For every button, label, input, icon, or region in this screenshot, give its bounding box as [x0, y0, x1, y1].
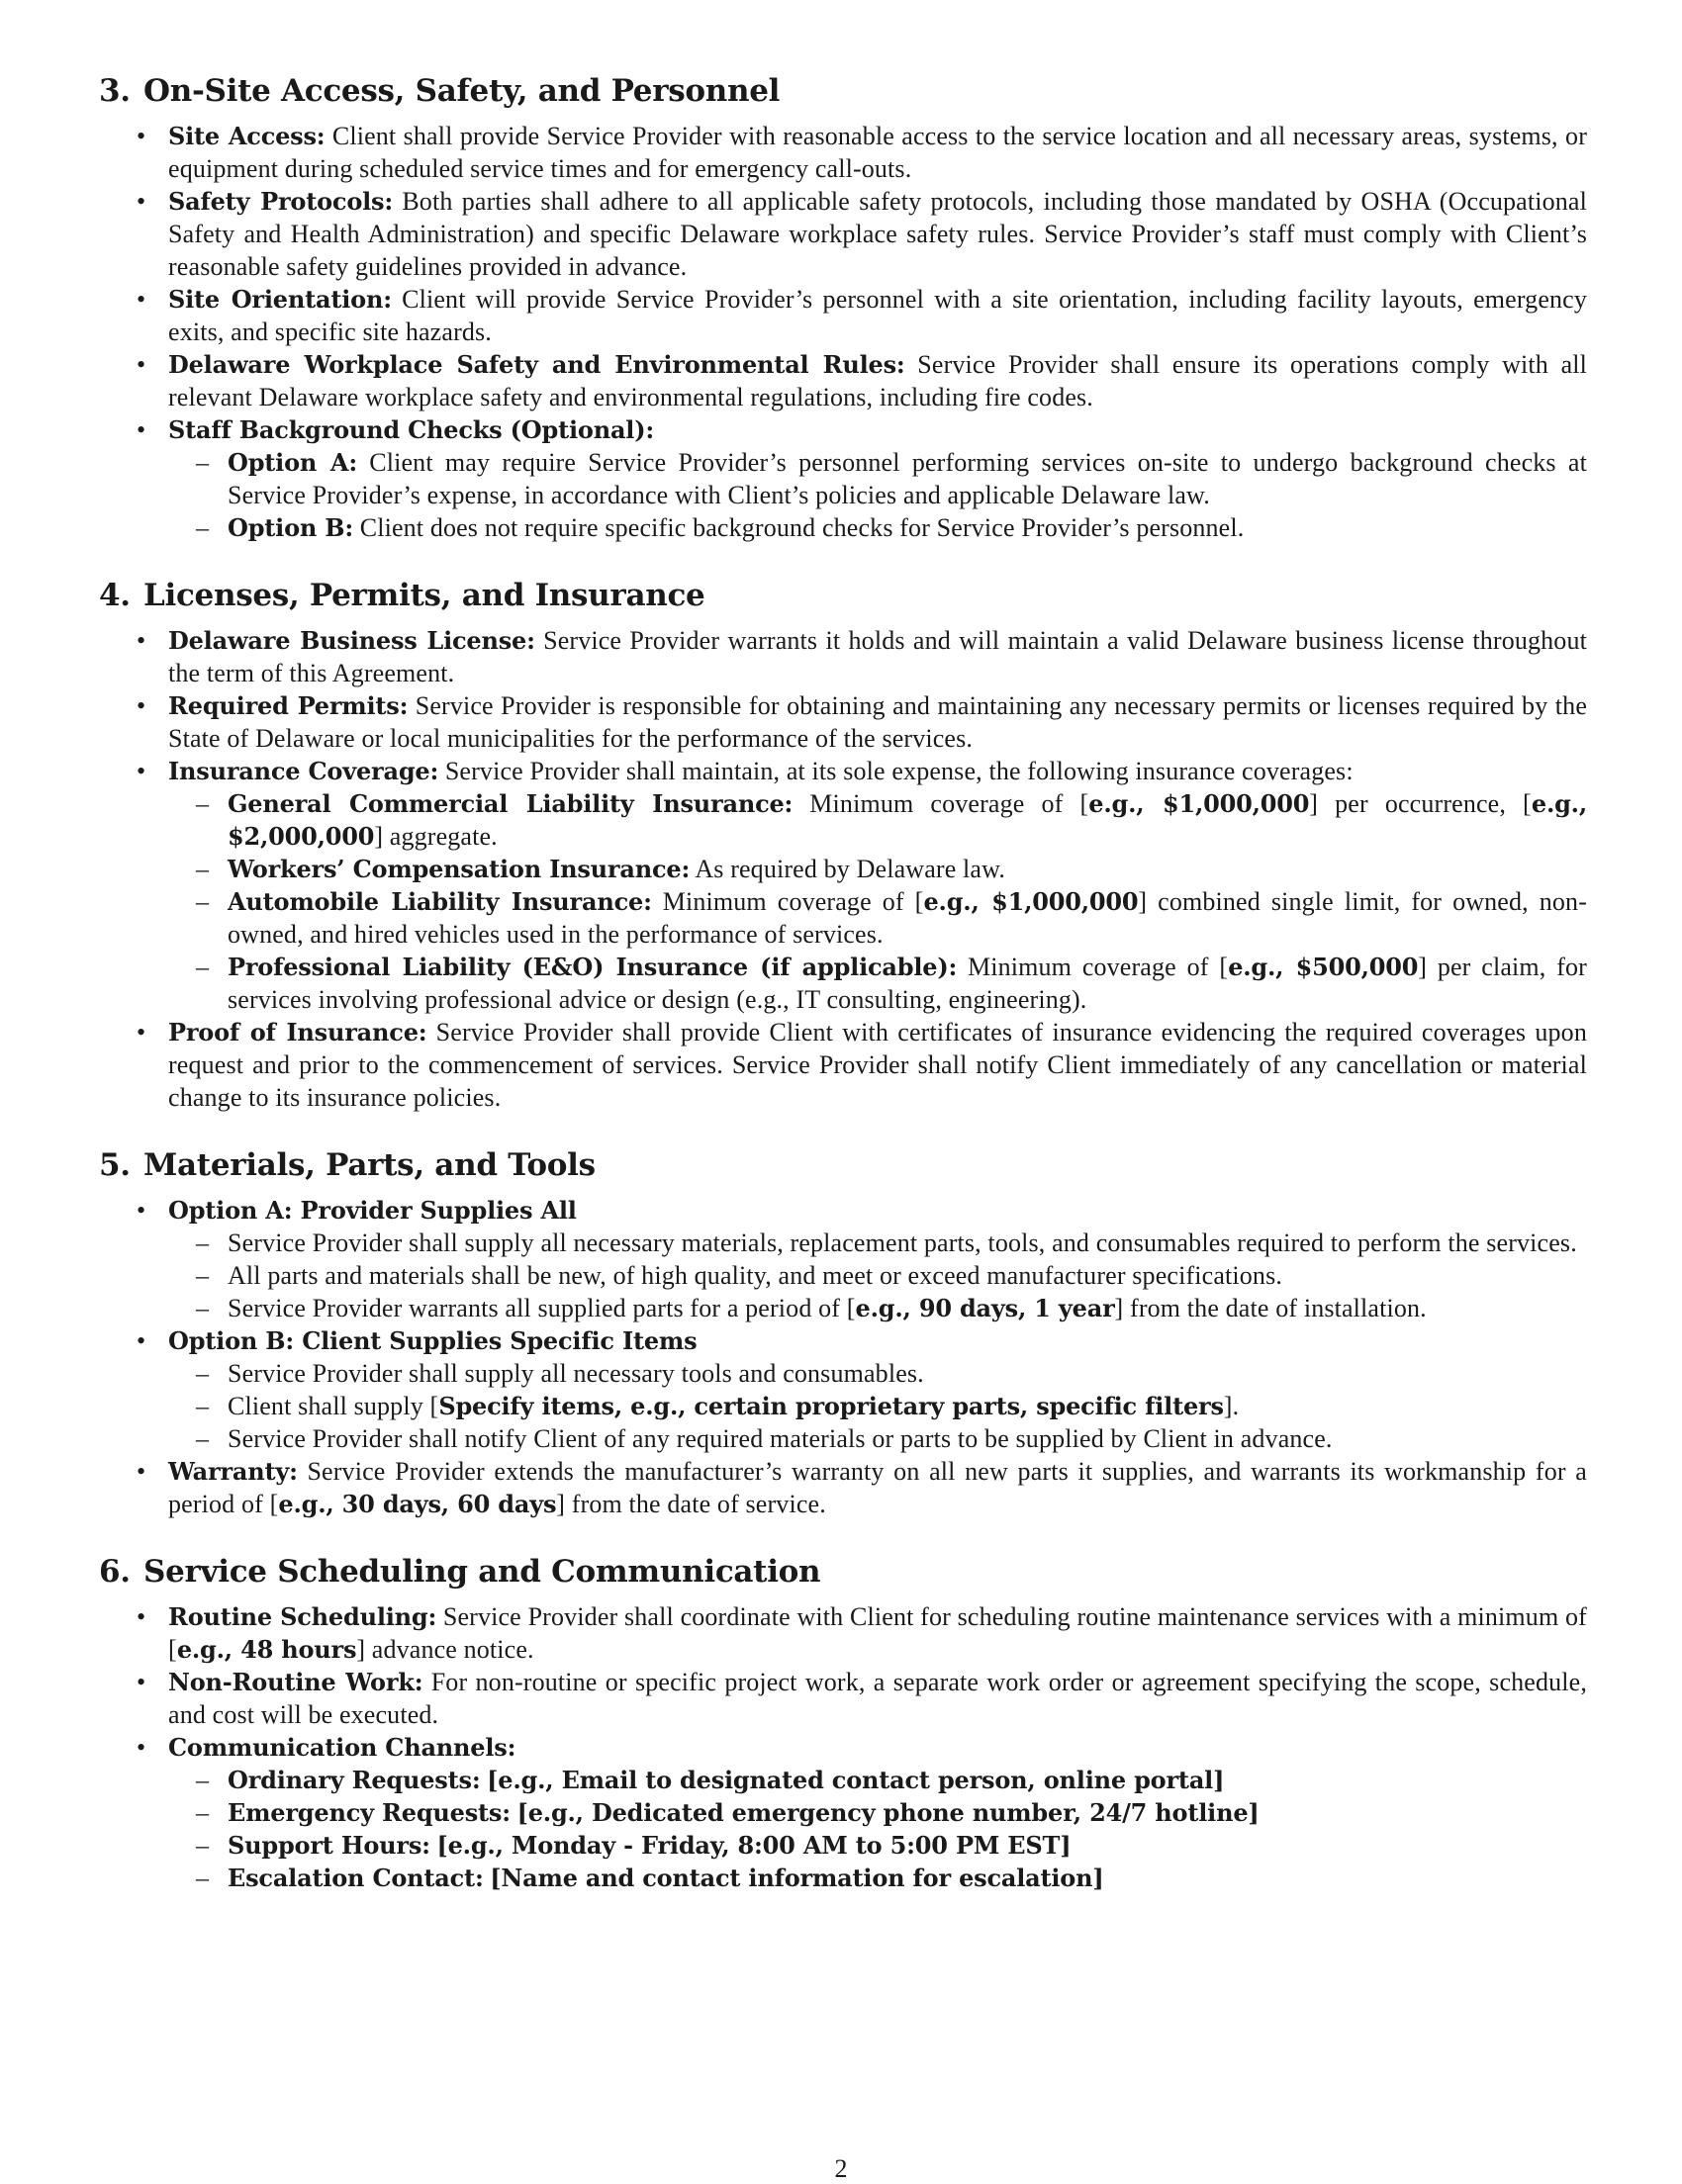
placeholder-value: e.g., 48 hours [176, 1635, 357, 1664]
item-text: Service Provider shall coordinate with Client for scheduling routine maintenance services with a minimum of [ [168, 1602, 1587, 1664]
item-lead: Support Hours: [228, 1831, 430, 1860]
section-heading [99, 1550, 1587, 1593]
placeholder-value: Specify items, e.g., certain proprietary parts, specific filters [438, 1392, 1224, 1420]
list-item-warranty [99, 1455, 1587, 1520]
item-lead: Professional Liability (E&O) Insurance (if applicable): [228, 953, 958, 981]
sub-list [168, 1357, 1587, 1455]
item-text: Service Provider extends the manufacturer’s warranty on all new parts it supplies, and warrants its workmanship for a period of [ [168, 1457, 1587, 1518]
bracket: ] [1060, 1831, 1072, 1860]
bracket: [ [516, 1798, 528, 1827]
item-text: Service Provider shall notify Client of any required materials or parts to be supplied by Client in advance. [228, 1424, 1333, 1453]
section-title: Licenses, Permits, and Insurance [143, 578, 705, 613]
item-text: Service Provider warrants it holds and will maintain a valid Delaware business license throughout the term of this Agreement. [168, 626, 1587, 687]
sub-item-professional-liability [168, 951, 1587, 1016]
item-lead: Option B: [228, 513, 354, 542]
item-text: ] from the date of service. [556, 1490, 826, 1518]
item-lead: Warranty: [168, 1457, 298, 1486]
item-text: ] per occurrence, [ [1309, 789, 1532, 818]
section-heading [99, 574, 1587, 617]
item-text: Client does not require specific background checks for Service Provider’s personnel. [359, 513, 1245, 542]
bracket: [ [490, 1864, 502, 1892]
list-item-communication-channels [99, 1731, 1587, 1894]
sub-item-option-b [168, 511, 1587, 544]
bullet-list [99, 1600, 1587, 1894]
item-text: As required by Delaware law. [695, 855, 1006, 883]
placeholder-value: e.g., $1,000,000 [923, 887, 1139, 916]
item-text: Service Provider shall provide Client with certificates of insurance evidencing the required coverages upon request and prior to the commencement of services. Service Provider shall notify Client immediately of any cancellation or material change to its insurance policies. [168, 1018, 1587, 1112]
item-text: Client may require Service Provider’s personnel performing services on-site to undergo background checks at Service Provider’s expense, in accordance with Client’s policies and applicable Delaware law. [228, 448, 1587, 509]
item-text: Service Provider shall supply all necessary materials, replacement parts, tools, and consumables required to perform the services. [228, 1228, 1577, 1257]
document-page [99, 69, 1587, 1924]
placeholder-value: e.g., $500,000 [1228, 953, 1419, 981]
item-text: ] advance notice. [356, 1635, 534, 1664]
bracket: [ [436, 1831, 448, 1860]
item-lead: Site Orientation: [168, 285, 392, 314]
item-text: Minimum coverage of [ [809, 789, 1089, 818]
item-text: ] per claim, for services involving professional advice or design (e.g., IT consulting, engineering). [228, 953, 1587, 1014]
item-text: Service Provider shall supply all necessary tools and consumables. [228, 1359, 924, 1388]
item-lead: Option A: Provider Supplies All [168, 1196, 577, 1225]
item-text: For non-routine or specific project work, a separate work order or agreement specifying the scope, schedule, and cost will be executed. [168, 1668, 1587, 1729]
item-lead: Site Access: [168, 122, 326, 150]
list-item-non-routine-work [99, 1666, 1587, 1731]
sub-item-escalation-contact [168, 1862, 1587, 1894]
section-title: Service Scheduling and Communication [143, 1554, 821, 1590]
list-item-site-orientation [99, 283, 1587, 348]
item-text: Client will provide Service Provider’s personnel with a site orientation, including facility layouts, emergency exits, and specific site hazards. [168, 285, 1587, 346]
list-item-safety-protocols [99, 185, 1587, 283]
list-item-site-access [99, 120, 1587, 185]
sub-item [168, 1227, 1587, 1259]
placeholder-value: e.g., $1,000,000 [1088, 789, 1310, 818]
section-number: 3. [99, 73, 131, 109]
item-lead: Ordinary Requests: [228, 1766, 481, 1794]
section-number: 5. [99, 1147, 131, 1183]
section-6 [99, 1550, 1587, 1894]
sub-item [168, 1422, 1587, 1455]
sub-item-ordinary-requests [168, 1764, 1587, 1796]
item-text: ] from the date of installation. [1114, 1294, 1427, 1322]
sub-item [168, 1292, 1587, 1324]
bullet-list [99, 624, 1587, 1114]
list-item-business-license [99, 624, 1587, 689]
item-text: Client shall supply [ [228, 1392, 439, 1420]
item-lead: Required Permits: [168, 691, 409, 720]
item-lead: Staff Background Checks (Optional): [168, 415, 655, 444]
item-lead: Option B: Client Supplies Specific Items [168, 1326, 698, 1355]
placeholder-value: e.g., 30 days, 60 days [278, 1490, 557, 1518]
item-text: Service Provider shall maintain, at its sole expense, the following insurance coverages: [444, 757, 1354, 785]
sub-item [168, 1357, 1587, 1390]
item-lead: Proof of Insurance: [168, 1018, 427, 1046]
section-heading [99, 69, 1587, 113]
item-text: All parts and materials shall be new, of high quality, and meet or exceed manufacturer specifications. [228, 1261, 1282, 1290]
sub-item [168, 1259, 1587, 1292]
section-heading [99, 1143, 1587, 1187]
section-number: 6. [99, 1554, 131, 1590]
list-item-option-a [99, 1194, 1587, 1324]
item-lead: Option A: [228, 448, 357, 477]
bracket: ] [1248, 1798, 1260, 1827]
item-lead: Delaware Workplace Safety and Environmental Rules: [168, 350, 905, 379]
sub-list [168, 787, 1587, 1016]
section-number: 4. [99, 578, 131, 613]
section-title: On-Site Access, Safety, and Personnel [143, 73, 781, 109]
section-5 [99, 1143, 1587, 1520]
item-text: ] aggregate. [374, 822, 498, 851]
sub-item-emergency-requests [168, 1796, 1587, 1829]
bracket: [ [487, 1766, 499, 1794]
placeholder-value: e.g., $2,000,000 [228, 789, 1587, 851]
bracket: ] [1213, 1766, 1225, 1794]
sub-item-option-a [168, 446, 1587, 511]
item-text: Both parties shall adhere to all applicable safety protocols, including those mandated by OSHA (Occupational Safety and Health Administration) and specific Delaware workplace safety rules. Service Provider’s staff must comply with Client’s reasonable safety guidelines provided in advance. [168, 187, 1587, 281]
sub-item-workers-comp [168, 853, 1587, 885]
item-text: Service Provider shall ensure its operations comply with all relevant Delaware workplace safety and environmental regulations, including fire codes. [168, 350, 1588, 411]
list-item-background-checks [99, 413, 1587, 544]
item-text: Service Provider warrants all supplied parts for a period of [ [228, 1294, 856, 1322]
sub-list [168, 446, 1587, 544]
item-lead: Emergency Requests: [228, 1798, 511, 1827]
placeholder-value: e.g., 90 days, 1 year [855, 1294, 1115, 1322]
sub-list [168, 1764, 1587, 1894]
section-title: Materials, Parts, and Tools [143, 1147, 596, 1183]
sub-item-automobile-liability [168, 885, 1587, 951]
item-lead: Safety Protocols: [168, 187, 394, 216]
section-3 [99, 69, 1587, 544]
list-item-option-b [99, 1324, 1587, 1455]
section-4 [99, 574, 1587, 1114]
placeholder-value: e.g., Dedicated emergency phone number, 24/7 hotline [527, 1798, 1249, 1827]
item-text: Client shall provide Service Provider with reasonable access to the service location and all necessary areas, systems, or equipment during scheduled service times and for emergency call-outs. [168, 122, 1588, 183]
item-lead: Non-Routine Work: [168, 1668, 423, 1696]
list-item-delaware-rules [99, 348, 1587, 413]
list-item-required-permits [99, 689, 1587, 755]
item-lead: General Commercial Liability Insurance: [228, 789, 794, 818]
sub-item-support-hours [168, 1829, 1587, 1862]
item-lead: Communication Channels: [168, 1733, 516, 1762]
bracket: ] [1092, 1864, 1104, 1892]
bullet-list [99, 120, 1587, 544]
item-text: Minimum coverage of [ [967, 953, 1229, 981]
item-lead: Workers’ Compensation Insurance: [228, 855, 691, 883]
item-lead: Routine Scheduling: [168, 1602, 437, 1631]
sub-item [168, 1390, 1587, 1422]
placeholder-value: e.g., Monday - Friday, 8:00 AM to 5:00 PM EST [447, 1831, 1061, 1860]
placeholder-value: Name and contact information for escalation [501, 1864, 1093, 1892]
item-lead: Delaware Business License: [168, 626, 535, 655]
item-text: Service Provider is responsible for obtaining and maintaining any necessary permits or licenses required by the State of Delaware or local municipalities for the performance of the services. [168, 691, 1588, 753]
item-lead: Insurance Coverage: [168, 757, 439, 785]
item-text: Minimum coverage of [ [662, 887, 924, 916]
list-item-proof-of-insurance [99, 1016, 1587, 1114]
list-item-insurance-coverage [99, 755, 1587, 1016]
item-text: ]. [1223, 1392, 1240, 1420]
item-text: ] combined single limit, for owned, non-owned, and hired vehicles used in the performance of services. [228, 887, 1588, 949]
item-lead: Automobile Liability Insurance: [228, 887, 652, 916]
bullet-list [99, 1194, 1587, 1520]
item-lead: Escalation Contact: [228, 1864, 484, 1892]
list-item-routine-scheduling [99, 1600, 1587, 1666]
placeholder-value: e.g., Email to designated contact person, online portal [498, 1766, 1214, 1794]
sub-item-general-liability [168, 787, 1587, 853]
page-number: 2 [834, 2154, 848, 2183]
sub-list [168, 1227, 1587, 1324]
